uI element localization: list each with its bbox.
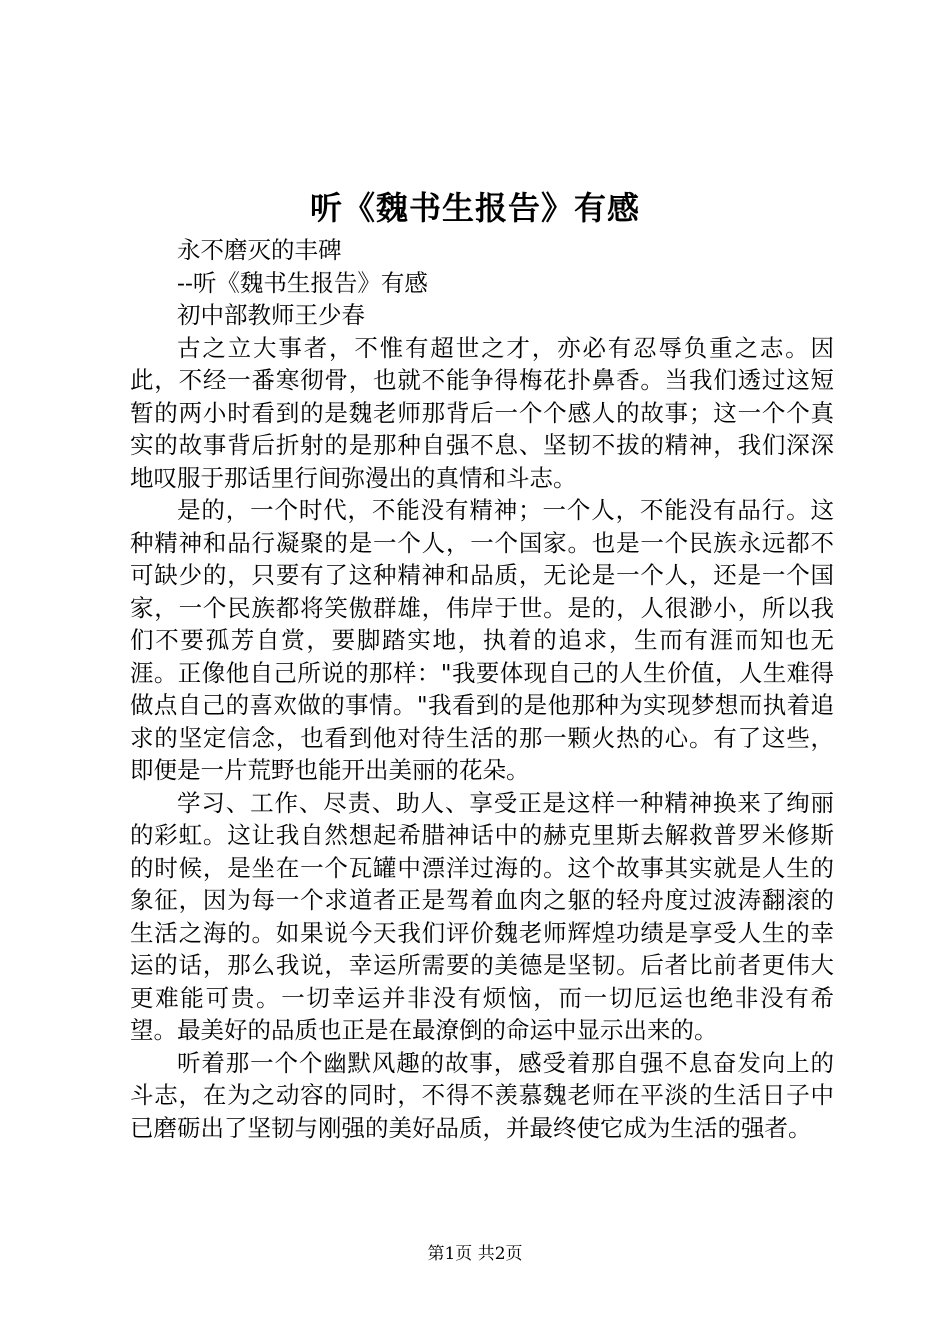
author-line: 初中部教师王少春	[177, 301, 365, 329]
body-paragraph: 古之立大事者，不惟有超世之才，亦必有忍辱负重之志。因此，不经一番寒彻骨，也就不能争得梅花扑鼻香。当我们透过这短暂的两小时看到的是魏老师那背后一个个感人的故事；这一个个真实的故事背后折射的是那种自强不息、坚韧不拔的精神，我们深深地叹服于那话里行间弥漫出的真情和斗志。	[130, 333, 834, 492]
body-paragraph: 是的，一个时代，不能没有精神；一个人，不能没有品行。这种精神和品行凝聚的是一个人，一个国家。也是一个民族永远都不可缺少的，只要有了这种精神和品质，无论是一个人，还是一个国家，一个民族都将笑傲群雄，伟岸于世。是的，人很渺小，所以我们不要孤芳自赏，要脚踏实地，执着的追求，生而有涯而知也无涯。正像他自己所说的那样："我要体现自己的人生价值，人生难得做点自己的喜欢做的事情。"我看到的是他那种为实现梦想而执着追求的坚定信念，也看到他对待生活的那一颗火热的心。有了这些，即便是一片荒野也能开出美丽的花朵。	[130, 496, 834, 784]
body-paragraph: 听着那一个个幽默风趣的故事，感受着那自强不息奋发向上的斗志，在为之动容的同时，不得不羡慕魏老师在平淡的生活日子中已磨砺出了坚韧与刚强的美好品质，并最终使它成为生活的强者。	[130, 1048, 834, 1142]
document-title: 听《魏书生报告》有感	[309, 189, 640, 227]
body-paragraph: 学习、工作、尽责、助人、享受正是这样一种精神换来了绚丽的彩虹。这让我自然想起希腊神话中的赫克里斯去解救普罗米修斯的时候，是坐在一个瓦罐中漂洋过海的。这个故事其实就是人生的象征，因为每一个求道者正是驾着血肉之躯的轻舟度过波涛翻滚的生活之海的。如果说今天我们评价魏老师辉煌功绩是享受人生的幸运的话，那么我说，幸运所需要的美德是坚韧。后者比前者更伟大更难能可贵。一切幸运并非没有烦恼，而一切厄运也绝非没有希望。最美好的品质也正是在最潦倒的命运中显示出来的。	[130, 788, 834, 1044]
page-footer: 第1页 共2页	[427, 1244, 523, 1264]
essay-subtitle: --听《魏书生报告》有感	[177, 268, 428, 297]
document-body	[130, 234, 834, 1144]
essay-heading: 永不磨灭的丰碑	[177, 236, 342, 264]
